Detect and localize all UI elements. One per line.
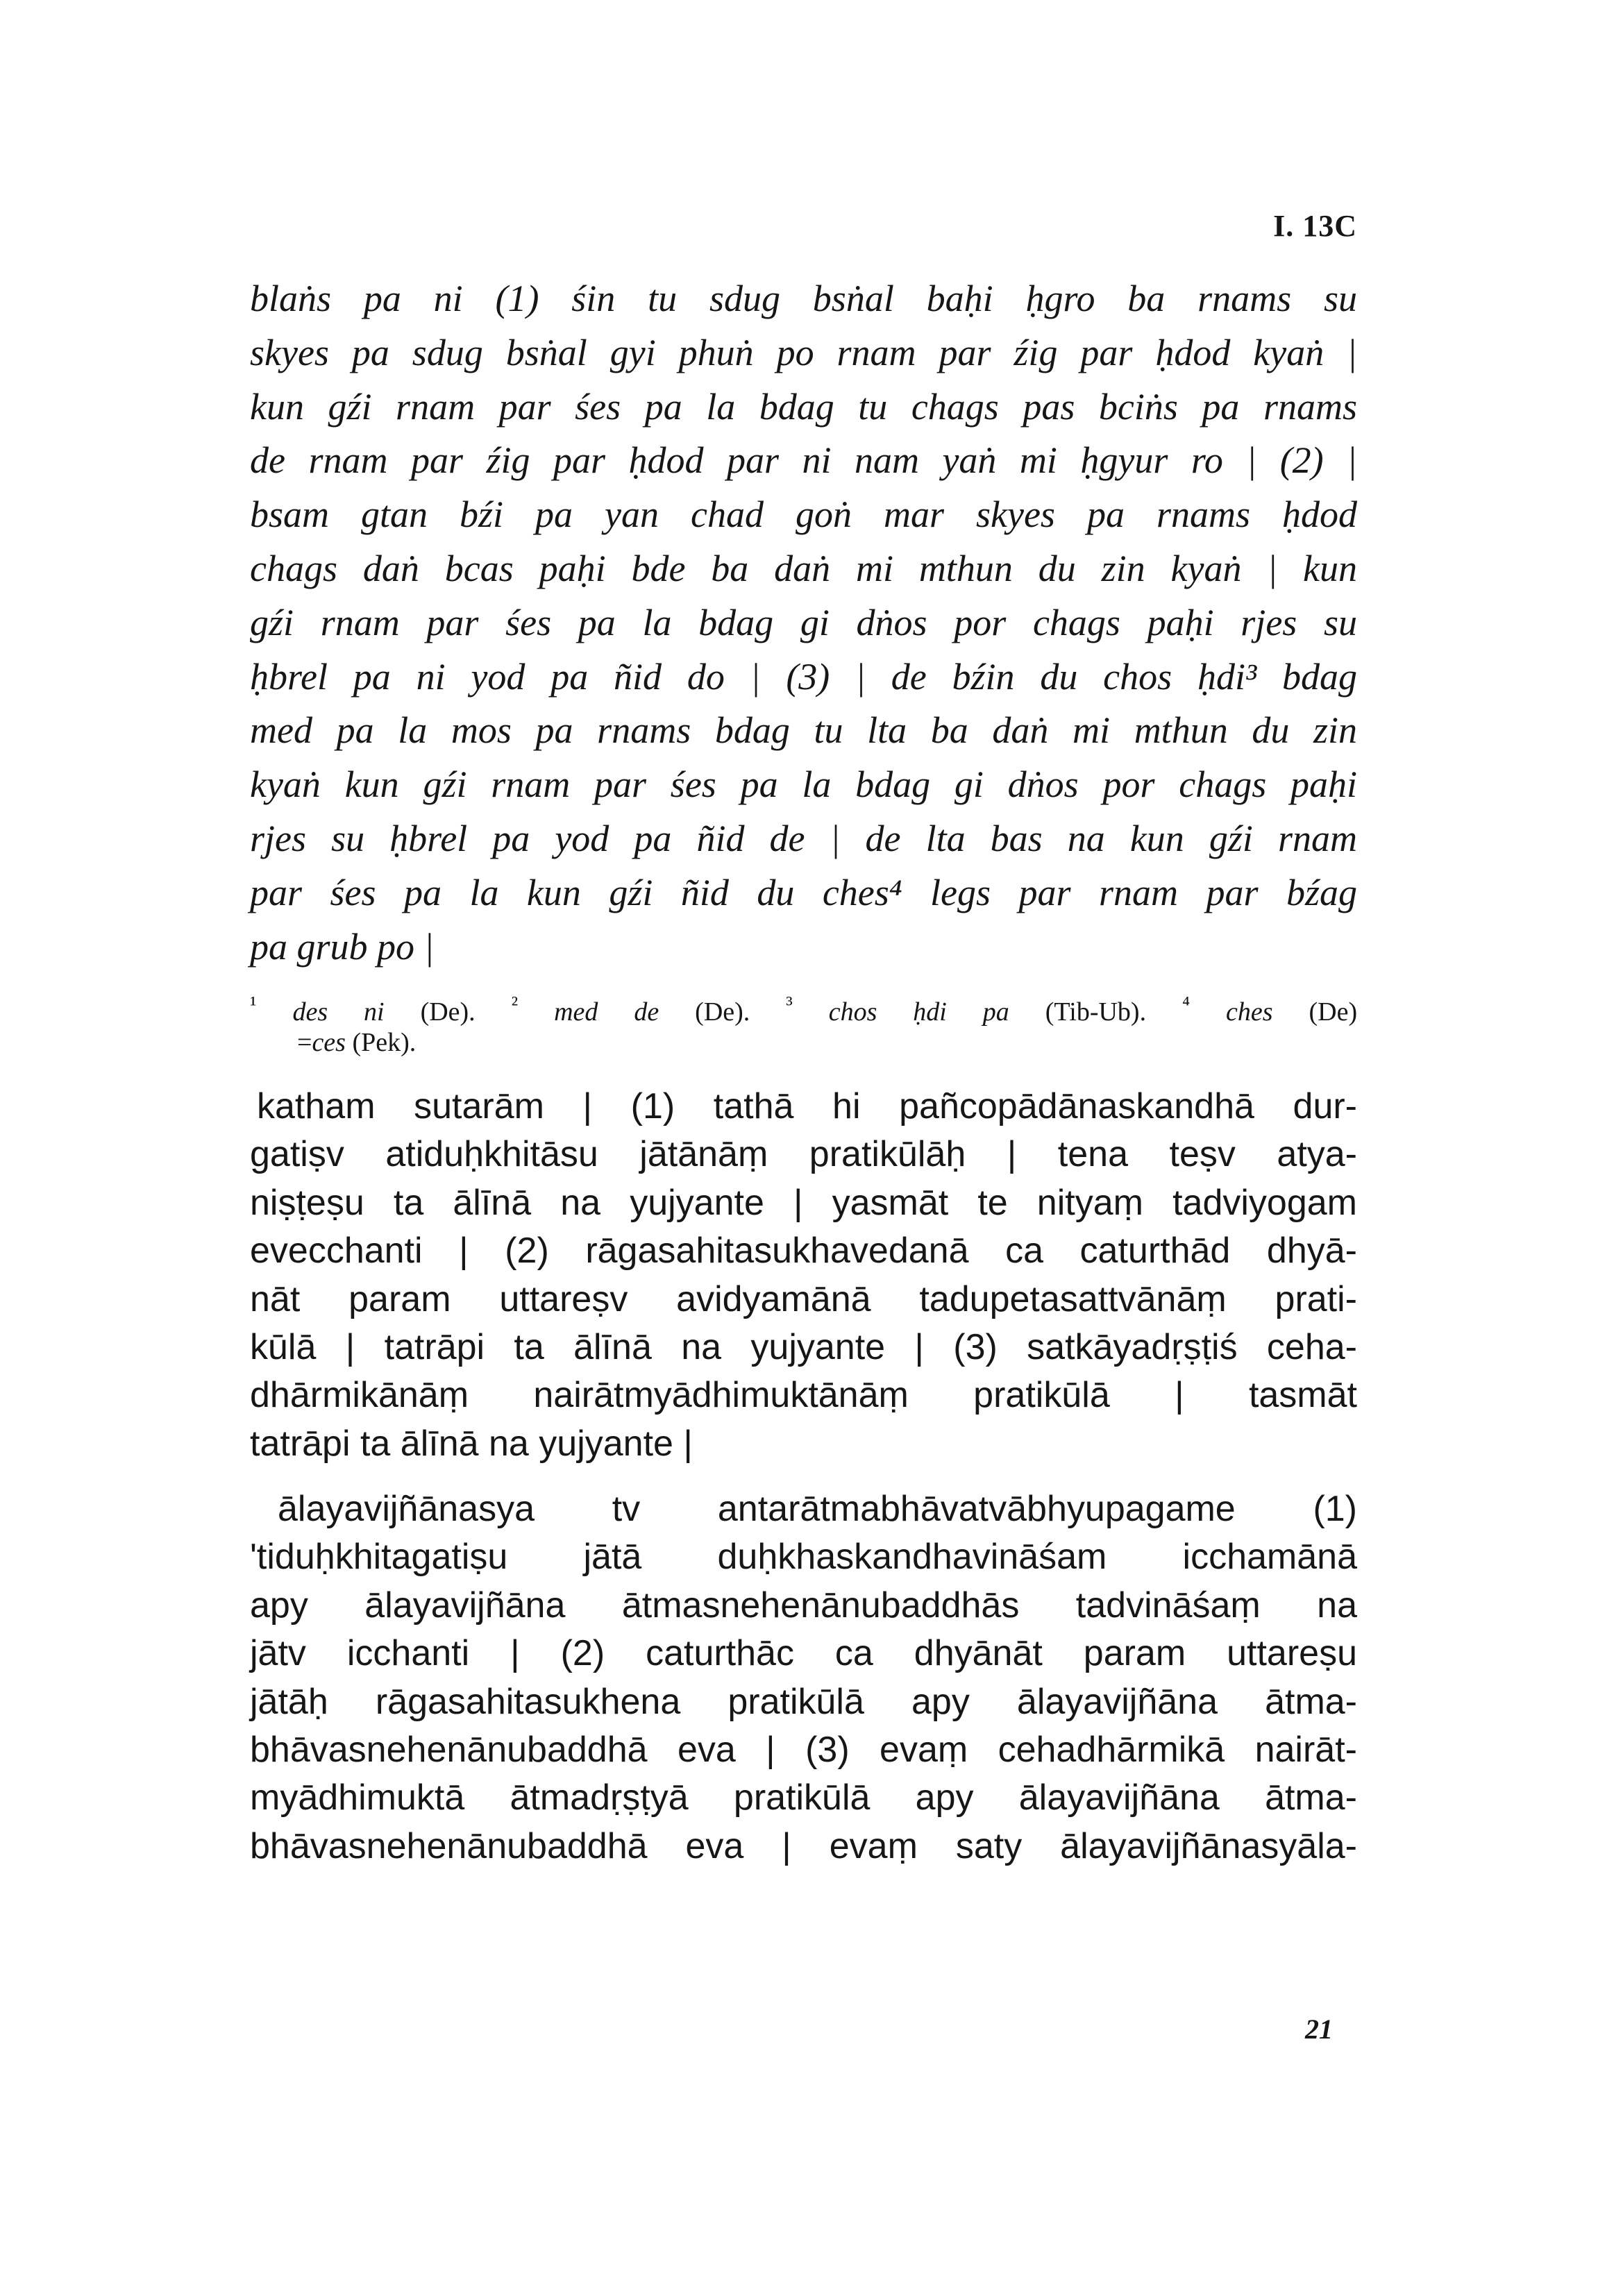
page-number: 21 (1305, 2014, 1333, 2045)
sanskrit-line: jātv icchanti | (2) caturthāc ca dhyānāt param uttareṣu (250, 1633, 1357, 1674)
sanskrit-line: tatrāpi ta ālīnā na yujyante | (250, 1423, 693, 1464)
tibetan-line: rjes su ḥbrel pa yod pa ñid de | de lta bas na kun gźi rnam (250, 817, 1357, 859)
tibetan-line: chags daṅ bcas paḥi bde ba daṅ mi mthun du zin kyaṅ | kun (250, 547, 1357, 589)
tibetan-line: ḥbrel pa ni yod pa ñid do | (3) | de bźin du chos ḥdi³ bdag (250, 655, 1357, 698)
sanskrit-line: katham sutarām | (1) tathā hi pañcopādānaskandhā dur- (257, 1086, 1357, 1126)
sanskrit-line: evecchanti | (2) rāgasahitasukhavedanā ca caturthād dhyā- (250, 1231, 1357, 1272)
footnote-equals: = (297, 1028, 312, 1057)
sanskrit-line: apy ālayavijñāna ātmasnehenānubaddhās tadvināśaṃ na (250, 1585, 1357, 1626)
footnote-marker: ² (511, 991, 519, 1015)
sanskrit-line: bhāvasnehenānubaddhā eva | evaṃ saty ālayavijñānasyāla- (250, 1825, 1357, 1866)
footnote-source: (Tib-Ub). (1045, 997, 1147, 1027)
tibetan-line: blaṅs pa ni (1) śin tu sdug bsṅal baḥi ḥgro ba rnams su (250, 278, 1357, 319)
footnote-reading: chos ḥdi pa (828, 997, 1009, 1027)
sanskrit-line: bhāvasnehenānubaddhā eva | (3) evaṃ cehadhārmikā nairāt- (250, 1729, 1357, 1770)
footnote-reading: ches (1226, 997, 1273, 1027)
tibetan-text-block (250, 272, 1357, 974)
tibetan-line: med pa la mos pa rnams bdag tu lta ba daṅ mi mthun du zin (250, 709, 1357, 752)
footnote-3 (786, 991, 1147, 1027)
footnote-reading: ces (312, 1028, 346, 1057)
sanskrit-line: 'tiduḥkhitagatiṣu jātā duḥkhaskandhavināśam icchamānā (250, 1537, 1357, 1578)
tibetan-line: par śes pa la kun gźi ñid du ches⁴ legs par rnam par bźag (250, 871, 1357, 913)
tibetan-line: de rnam par źig par ḥdod par ni nam yaṅ mi ḥgyur ro | (2) | (250, 439, 1357, 482)
footnotes (250, 984, 1357, 1062)
sanskrit-paragraph-1 (250, 1083, 1357, 1468)
footnote-1 (250, 991, 476, 1027)
footnote-marker: ¹ (250, 991, 257, 1015)
tibetan-line: gźi rnam par śes pa la bdag gi dṅos por chags paḥi rjes su (250, 601, 1357, 643)
sanskrit-paragraph-2 (250, 1485, 1357, 1871)
tibetan-line: skyes pa sdug bsṅal gyi phuṅ po rnam par źig par ḥdod kyaṅ | (250, 331, 1357, 373)
tibetan-line: kun gźi rnam par śes pa la bdag tu chags pas bciṅs pa rnams (250, 385, 1357, 428)
footnote-source: (De). (695, 997, 750, 1027)
sanskrit-line: dhārmikānāṃ nairātmyādhimuktānāṃ pratikūlā | tasmāt (250, 1375, 1357, 1416)
sanskrit-line: ālayavijñānasya tv antarātmabhāvatvābhyupagame (1) (278, 1489, 1357, 1529)
footnote-reading: med de (554, 997, 659, 1027)
footnote-line (250, 984, 1358, 1027)
tibetan-line: kyaṅ kun gźi rnam par śes pa la bdag gi dṅos por chags paḥi (250, 763, 1357, 806)
tibetan-line: bsam gtan bźi pa yan chad goṅ mar skyes pa rnams ḥdod (250, 493, 1357, 536)
footnote-source: (De). (420, 997, 476, 1027)
footnote-line (250, 1023, 1357, 1062)
footnote-2 (511, 991, 750, 1027)
section-label: I. 13C (1273, 209, 1357, 243)
footnote-4 (1182, 991, 1358, 1027)
tibetan-line: pa grub po | (250, 925, 435, 968)
footnote-marker: ³ (786, 991, 793, 1015)
sanskrit-line: gatiṣv atiduḥkhitāsu jātānāṃ pratikūlāḥ | tena teṣv atya- (250, 1134, 1357, 1175)
sanskrit-line: nāt param uttareṣv avidyamānā tadupetasattvānāṃ prati- (250, 1278, 1357, 1319)
footnote-source: (De) (1309, 997, 1358, 1027)
footnote-marker: ⁴ (1182, 991, 1191, 1015)
footnote-reading: des ni (292, 997, 385, 1027)
sanskrit-line: kūlā | tatrāpi ta ālīnā na yujyante | (3) satkāyadṛṣṭiś ceha- (250, 1326, 1357, 1367)
footnote-source: (Pek). (352, 1028, 417, 1057)
sanskrit-line: myādhimuktā ātmadṛṣṭyā pratikūlā apy ālayavijñāna ātma- (250, 1778, 1357, 1818)
sanskrit-line: niṣṭeṣu ta ālīnā na yujyante | yasmāt te nityaṃ tadviyogam (250, 1182, 1357, 1223)
sanskrit-line: jātāḥ rāgasahitasukhena pratikūlā apy ālayavijñāna ātma- (250, 1681, 1357, 1722)
